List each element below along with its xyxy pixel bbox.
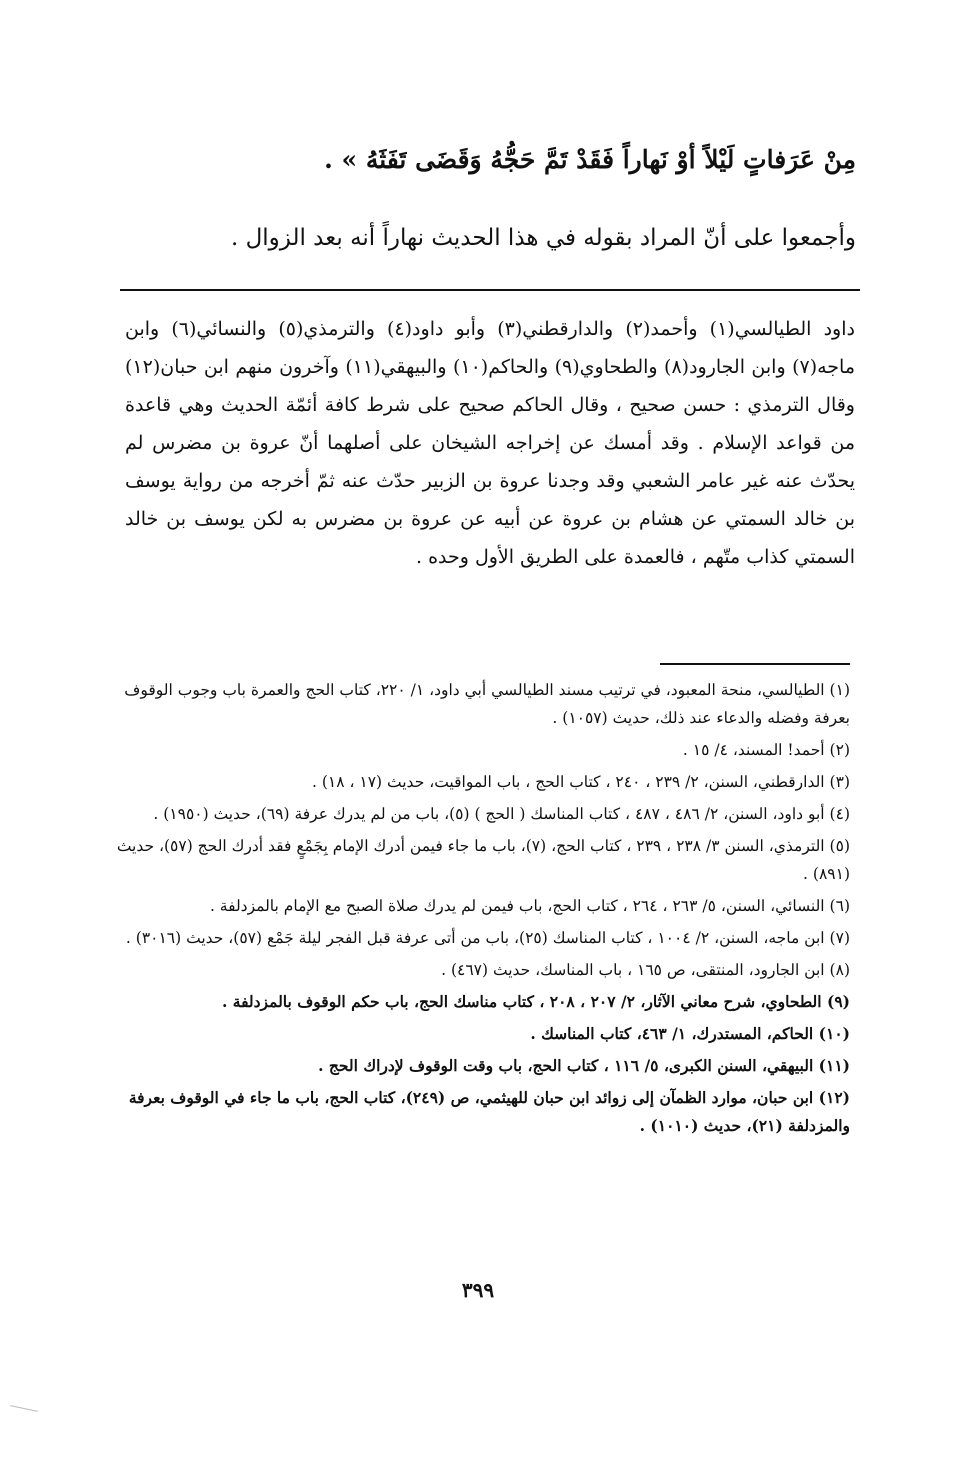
scan-margin-mark [10,1405,38,1412]
footnote-list [115,676,850,1144]
footnote-number: (١) [829,681,850,699]
footnote-item [115,736,850,764]
footnote-item [115,676,850,732]
footnote-text: الطحاوي، شرح معاني الآثار، ٢/ ٢٠٧ ، ٢٠٨ ، كتاب مناسك الحج، باب حكم الوقوف بالمزدلفة . [221,992,822,1011]
footnote-item [115,800,850,828]
footnote-number: (١٠) [818,1024,850,1043]
hadith-text-line: مِنْ عَرَفاتٍ لَيْلاً أوْ نَهاراً فَقَدْ تَمَّ حَجُّهُ وَقَضَى تَفَثَهُ » . [324,145,856,174]
footnote-number: (٥) [829,837,850,855]
footnote-item [115,1052,850,1080]
footnote-item [115,1084,850,1140]
main-divider-rule [120,289,860,291]
takhrij-note [125,310,855,576]
footnote-text: أحمد! المسند، ٤/ ١٥ . [682,741,825,759]
footnote-text: النسائي، السنن، ٥/ ٢٦٣ ، ٢٦٤ ، كتاب الحج، باب فيمن لم يدرك صلاة الصبح مع الإمام بالمزدلفة . [209,897,825,915]
footnote-text: الدارقطني، السنن، ٢/ ٢٣٩ ، ٢٤٠ ، كتاب الحج ، باب المواقيت، حديث (١٧ ، ١٨) . [311,773,825,791]
footnote-text: الترمذي، السنن ٣/ ٢٣٨ ، ٢٣٩ ، كتاب الحج، (٧)، باب ما جاء فيمن أدرك الإمام بِجَمْعٍ فقد أدرك الحج (٥٧)، حديث (٨٩١) . [116,837,850,883]
footnote-number: (٩) [826,992,850,1011]
footnote-text: أبو داود، السنن، ٢/ ٤٨٦ ، ٤٨٧ ، كتاب المناسك ( الحج ) (٥)، باب من لم يدرك عرفة (٦٩)، حديث (١٩٥٠) . [153,805,825,823]
footnote-number: (٧) [829,929,850,947]
consensus-text-line: وأجمعوا على أنّ المراد بقوله في هذا الحديث نهاراً أنه بعد الزوال . [230,225,856,251]
footnote-text: البيهقي، السنن الكبرى، ٥/ ١١٦ ، كتاب الحج، باب وقت الوقوف لإدراك الحج . [318,1056,814,1075]
footnote-number: (٤) [829,805,850,823]
footnote-item [115,924,850,952]
footnote-number: (١٢) [818,1088,850,1107]
footnote-number: (١١) [818,1056,850,1075]
footnote-text: ابن حبان، موارد الظمآن إلى زوائد ابن حبان للهيثمي، ص (٢٤٩)، كتاب الحج، باب ما جاء في الوقوف بعرفة والمزدلفة (٢١)، حديث (١٠١٠) . [128,1088,850,1135]
footnote-number: (٢) [829,741,850,759]
page-number: ٣٩٩ [461,1278,495,1302]
footnote-text: الحاكم، المستدرك، ١/ ٤٦٣، كتاب المناسك . [530,1024,814,1043]
footnote-divider-rule [660,663,850,665]
footnote-text: ابن ماجه، السنن، ٢/ ١٠٠٤ ، كتاب المناسك (٢٥)، باب من أتى عرفة قبل الفجر ليلة جَمْع (٥٧)، حديث (٣٠١٦) . [125,929,825,947]
footnote-text: الطيالسي، منحة المعبود، في ترتيب مسند الطيالسي أبي داود، ١/ ٢٢٠، كتاب الحج والعمرة باب وجوب الوقوف بعرفة وفضله والدعاء عند ذلك، حديث (١٠٥٧) . [124,681,850,727]
footnote-item [115,832,850,888]
footnote-text: ابن الجارود، المنتقى، ص ١٦٥ ، باب المناسك، حديث (٤٦٧) . [441,961,825,979]
footnote-item [115,1020,850,1048]
footnote-item [115,892,850,920]
footnote-number: (٨) [829,961,850,979]
footnote-item [115,956,850,984]
footnote-number: (٦) [829,897,850,915]
footnote-item [115,988,850,1016]
takhrij-note-text: داود الطيالسي(١) وأحمد(٢) والدارقطني(٣) وأبو داود(٤) والترمذي(٥) والنسائي(٦) وابن ماجه(٧) وابن الجارود(٨) والطحاوي(٩) والحاكم(١٠) والبيهقي(١١) وآخرون منهم ابن حبان(١٢) وقال الترمذي : حسن صحيح ، وقال الحاكم صحيح على شرط كافة أئمّة الحديث وهي قاعدة من قواعد الإسلام . وقد أمسك عن إخراجه الشيخان على أصلهما أنّ عروة بن مضرس لم يحدّث عنه غير عامر الشعبي وقد وجدنا عروة بن الزبير حدّث عنه ثمّ أخرجه من رواية يوسف بن خالد السمتي عن هشام بن عروة عن أبيه عن عروة بن مضرس به لكن يوسف بن خالد السمتي كذاب متّهم ، فالعمدة على الطريق الأول وحده . [125,318,856,568]
footnote-item [115,768,850,796]
footnote-number: (٣) [829,773,850,791]
